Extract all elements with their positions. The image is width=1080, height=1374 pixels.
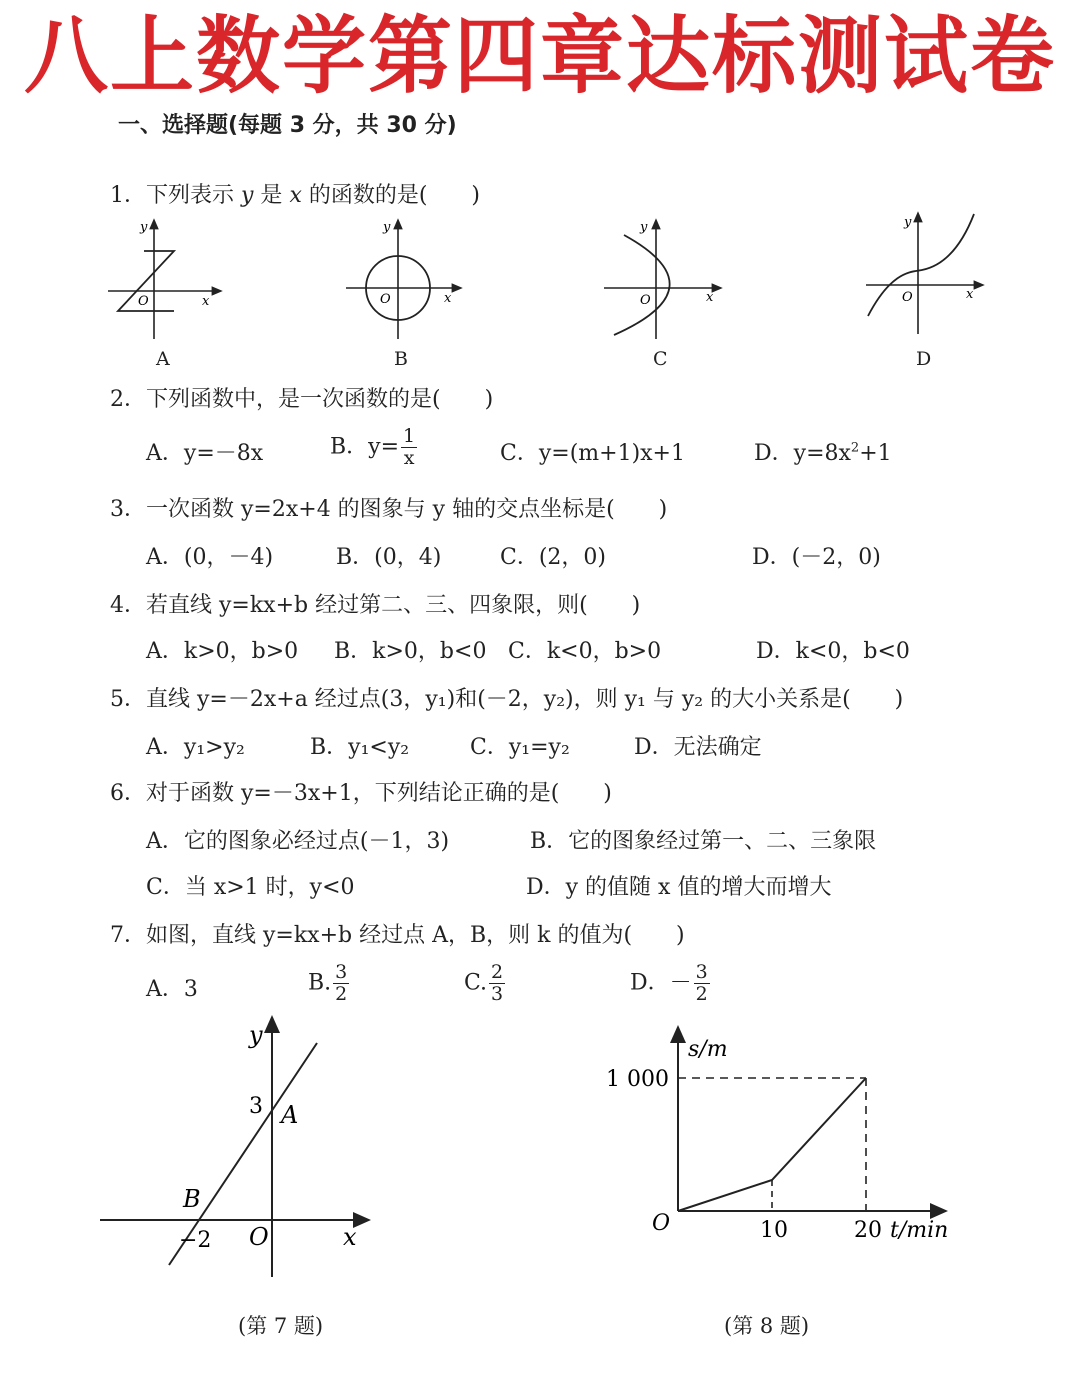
q6-option-d: D．y 的值随 x 值的增大而增大	[526, 875, 832, 900]
fig7-y-tick: 3	[249, 1094, 263, 1119]
question-2-stem: 2．下列函数中，是一次函数的是( )	[110, 387, 494, 412]
fig7-origin: O	[249, 1223, 269, 1251]
q4-option-b: B．k>0，b<0	[334, 639, 487, 664]
q3-option-a: A．(0，－4)	[146, 545, 274, 570]
fig8-caption: (第 8 题)	[724, 1314, 810, 1338]
q1-a-origin: O	[138, 294, 149, 309]
fig7-caption: (第 7 题)	[238, 1314, 324, 1338]
q5-option-a: A．y₁>y₂	[146, 735, 245, 760]
q5-option-c: C．y₁=y₂	[470, 735, 570, 760]
q6-option-c: C．当 x>1 时，y<0	[146, 875, 355, 900]
q6-option-a: A．它的图象必经过点(－1，3)	[146, 829, 450, 854]
fig8-x-tick-20: 20	[854, 1218, 882, 1243]
q1-c-origin: O	[640, 293, 651, 308]
q4-option-a: A．k>0，b>0	[146, 639, 299, 664]
q5-option-b: B．y₁<y₂	[310, 735, 410, 760]
q1-graph-b	[340, 215, 470, 345]
fig8-x-label: t/min	[890, 1218, 949, 1243]
fig7-point-b: B	[183, 1185, 201, 1213]
q3-option-b: B．(0，4)	[336, 545, 442, 570]
figure-7	[95, 1015, 385, 1285]
q7-option-b: B. $\frac{3}{2}$	[308, 961, 348, 1005]
q5-option-d: D．无法确定	[634, 735, 762, 760]
q1-graph-a	[100, 215, 230, 345]
q1-c-y-label: y	[640, 220, 648, 235]
page-title: 八上数学第四章达标测试卷	[23, 7, 1056, 105]
q2-option-a: A．y=－8x	[146, 441, 264, 466]
question-5-stem: 5．直线 y=－2x+a 经过点(3，y₁)和(－2，y₂)，则 y₁ 与 y₂ 的大小关系是( )	[110, 687, 904, 712]
fig8-y-tick: 1 000	[606, 1067, 669, 1092]
q2-option-b: B．y= $\frac{1}{x}$	[330, 425, 416, 469]
fig8-y-label: s/m	[688, 1037, 728, 1062]
section-heading: 一、选择题(每题 3 分，共 30 分)	[118, 113, 457, 138]
q1-graph-c	[600, 215, 730, 345]
q1-label-a: A	[156, 348, 170, 370]
q1-d-origin: O	[902, 290, 913, 305]
fig7-y-label: y	[249, 1021, 263, 1049]
q1-graph-d	[862, 210, 992, 340]
fig8-x-tick-10: 10	[760, 1218, 788, 1243]
q1-a-x-label: x	[202, 294, 210, 309]
q7-option-d: D．－ $\frac{3}{2}$	[630, 961, 708, 1005]
q1-c-x-label: x	[706, 290, 714, 305]
q3-option-d: D．(－2，0)	[752, 545, 881, 570]
q4-option-d: D．k<0，b<0	[756, 639, 910, 664]
fig7-x-label: x	[343, 1223, 357, 1251]
q1-label-b: B	[394, 348, 408, 370]
q1-d-x-label: x	[966, 287, 974, 302]
q1-b-origin: O	[380, 292, 391, 307]
fig7-point-a: A	[281, 1101, 299, 1129]
q1-a-y-label: y	[140, 220, 148, 235]
q2-option-c: C．y=(m+1)x+1	[500, 441, 685, 466]
q7-option-c: C. $\frac{2}{3}$	[464, 961, 504, 1005]
question-4-stem: 4．若直线 y=kx+b 经过第二、三、四象限，则( )	[110, 593, 641, 618]
q6-option-b: B．它的图象经过第一、二、三象限	[530, 829, 877, 854]
q1-label-c: C	[653, 348, 668, 370]
question-6-stem: 6．对于函数 y=－3x+1，下列结论正确的是( )	[110, 781, 612, 806]
q4-option-c: C．k<0，b>0	[508, 639, 662, 664]
figure-8	[600, 1025, 980, 1255]
q2-option-d: D．$y=8x^2+1$	[754, 440, 892, 466]
q1-b-y-label: y	[383, 220, 391, 235]
fig7-x-tick: −2	[179, 1228, 212, 1253]
q3-option-c: C．(2，0)	[500, 545, 606, 570]
q7-option-a: A．3	[146, 977, 198, 1002]
question-3-stem: 3．一次函数 y=2x+4 的图象与 y 轴的交点坐标是( )	[110, 497, 668, 522]
question-7-stem: 7．如图，直线 y=kx+b 经过点 A，B，则 k 的值为( )	[110, 923, 685, 948]
question-1-stem: 1．下列表示 y 是 x 的函数的是( )	[110, 183, 481, 208]
q1-label-d: D	[916, 348, 932, 370]
q1-d-y-label: y	[904, 215, 912, 230]
fig8-origin: O	[652, 1211, 671, 1236]
q1-b-x-label: x	[444, 291, 452, 306]
